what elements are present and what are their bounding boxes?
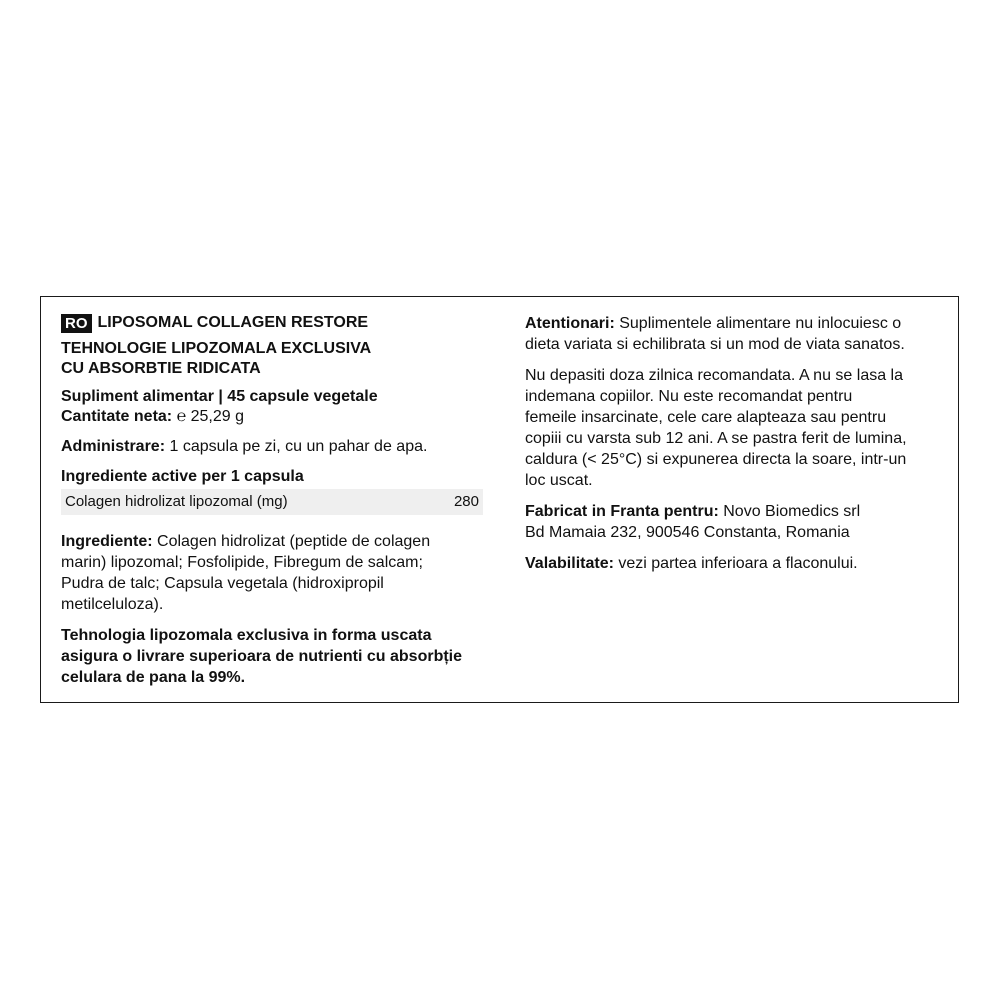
ingredients-line: Pudra de talc; Capsula vegetala (hidroxipropil xyxy=(61,575,384,592)
technology-line: asigura o livrare superioara de nutrienti cu absorbție xyxy=(61,648,463,665)
warnings-line: dieta variata si echilibrata si un mod de viata sanatos. xyxy=(525,336,905,353)
administration xyxy=(61,437,491,457)
dose-line: loc uscat. xyxy=(525,472,593,489)
dose-line: Nu depasiti doza zilnica recomandata. A nu se lasa la xyxy=(525,367,904,384)
dose-line: copiii cu varsta sub 12 ani. A se pastra ferit de lumina, xyxy=(525,430,907,447)
right-column xyxy=(525,313,945,584)
manufacturer-label: Fabricat in Franta pentru: xyxy=(525,503,719,520)
subtitle-line: TEHNOLOGIE LIPOZOMALA EXCLUSIVA xyxy=(61,340,372,357)
validity xyxy=(525,553,945,574)
product-title: LIPOSOMAL COLLAGEN RESTORE xyxy=(97,314,369,331)
ingredients-line: metilceluloza). xyxy=(61,596,164,613)
validity-value: vezi partea inferioara a flaconului. xyxy=(613,555,858,572)
dose-line: femeile insarcinate, cele care alapteaza sau pentru xyxy=(525,409,887,426)
warnings xyxy=(525,313,945,355)
title-row xyxy=(61,313,491,333)
active-ingredient-name: Colagen hidrolizat lipozomal (mg) xyxy=(65,493,288,510)
net-quantity xyxy=(61,407,491,427)
ingredients xyxy=(61,531,491,615)
subtitle-line: CU ABSORBTIE RIDICATA xyxy=(61,360,261,377)
supplement-info xyxy=(61,387,491,427)
technology-line: Tehnologia lipozomala exclusiva in forma uscata xyxy=(61,627,432,644)
ingredients-line: Ingrediente: Colagen hidrolizat (peptide de colagen xyxy=(61,533,431,550)
supplement-line: Supliment alimentar | 45 capsule vegetale xyxy=(61,388,378,405)
active-ingredients-row xyxy=(61,489,483,515)
technology-statement xyxy=(61,625,491,688)
dose-line: caldura (< 25°C) si expunerea directa la soare, intr-un xyxy=(525,451,907,468)
left-column xyxy=(61,313,491,698)
ingredients-line: marin) lipozomal; Fosfolipide, Fibregum de salcam; xyxy=(61,554,423,571)
manufacturer xyxy=(525,501,945,543)
manufacturer-address: Bd Mamaia 232, 900546 Constanta, Romania xyxy=(525,524,850,541)
product-label xyxy=(40,296,959,703)
validity-label: Valabilitate: xyxy=(525,555,614,572)
product-subtitle xyxy=(61,339,491,379)
net-quantity-label: Cantitate neta: xyxy=(61,408,173,425)
dose-line: indemana copiilor. Nu este recomandat pentru xyxy=(525,388,853,405)
manufacturer-line: Fabricat in Franta pentru: Novo Biomedics srl xyxy=(525,503,861,520)
ingredients-label: Ingrediente: xyxy=(61,533,153,550)
active-ingredient-value: 280 xyxy=(453,493,479,510)
technology-line: celulara de pana la 99%. xyxy=(61,669,246,686)
active-ingredients-heading: Ingrediente active per 1 capsula xyxy=(61,468,304,485)
administration-label: Administrare: xyxy=(61,438,166,455)
net-quantity-value: ℮ 25,29 g xyxy=(176,408,245,425)
language-badge: RO xyxy=(61,314,92,333)
administration-value: 1 capsula pe zi, cu un pahar de apa. xyxy=(165,438,428,455)
warnings-label: Atentionari: xyxy=(525,315,615,332)
dose-warnings xyxy=(525,365,945,491)
warnings-line: Atentionari: Suplimentele alimentare nu inlocuiesc o xyxy=(525,315,902,332)
